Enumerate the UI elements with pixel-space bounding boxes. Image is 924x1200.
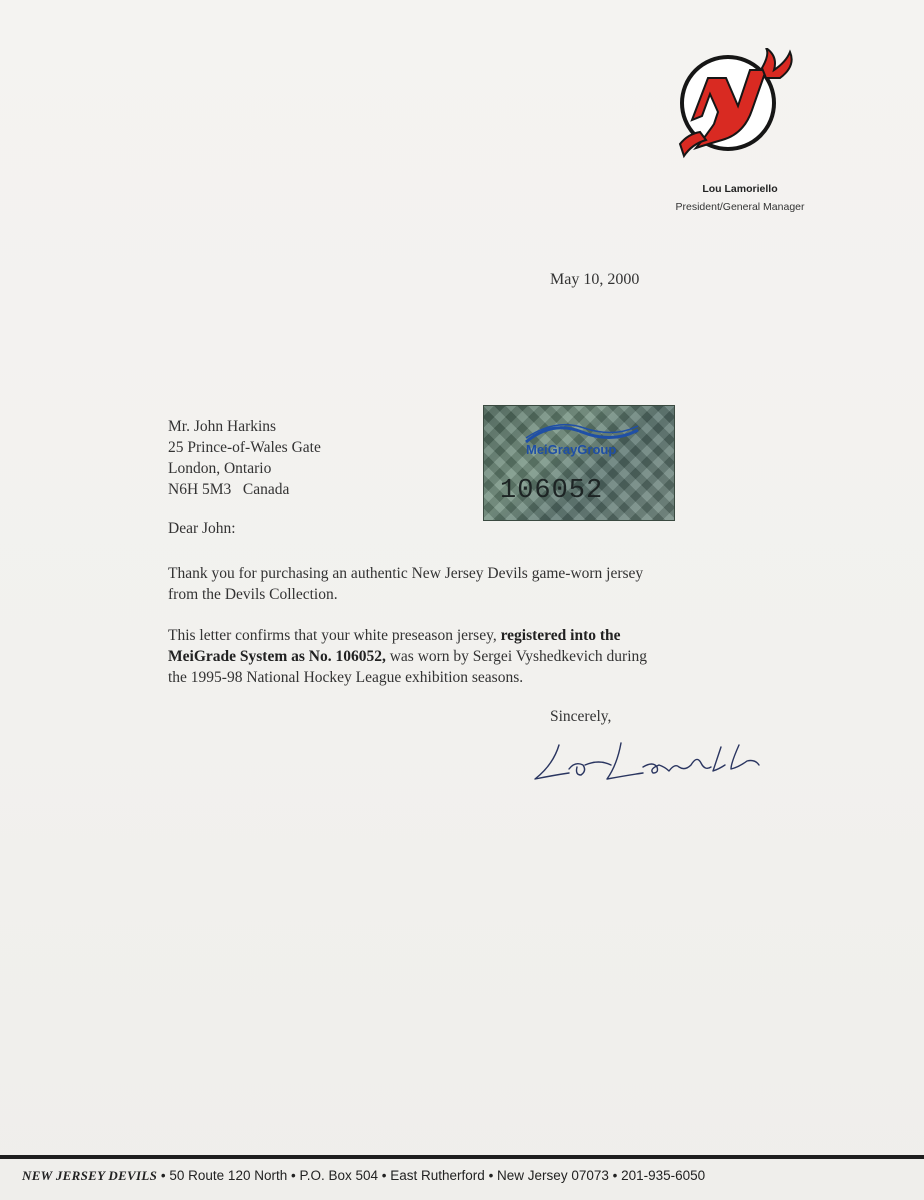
footer-address: 50 Route 120 North [169, 1168, 288, 1183]
footer-state: New Jersey 07073 [497, 1168, 609, 1183]
hologram-number: 106052 [500, 476, 604, 506]
letterhead-footer [22, 1168, 912, 1184]
new-jersey-devils-logo [670, 48, 804, 166]
salutation: Dear John: [168, 520, 236, 537]
recipient-address [168, 416, 321, 500]
para2-text: This letter confirms that your white preseason jersey, [168, 627, 501, 644]
para2-bold-text: registered into the [500, 627, 621, 644]
hologram-brand: MeiGrayGroup [526, 442, 617, 457]
footer-phone: 201-935-6050 [621, 1168, 706, 1183]
footer-separator: • [157, 1168, 170, 1183]
para1-line: Thank you for purchasing an authentic New Jersey Devils game-worn jersey [168, 565, 644, 582]
para1-line: from the Devils Collection. [168, 586, 338, 603]
para2-text: was worn by Sergei Vyshedkevich during [385, 648, 648, 665]
handwritten-signature [525, 735, 785, 795]
footer-separator: • [378, 1168, 391, 1183]
body-paragraph-1 [168, 563, 643, 605]
footer-po-box: P.O. Box 504 [299, 1168, 379, 1183]
footer-separator: • [608, 1168, 622, 1183]
para2-bold-text: MeiGrade System as No. 106052, [168, 648, 386, 665]
recipient-line: 25 Prince-of-Wales Gate [168, 439, 321, 456]
sender-title: President/General Manager [675, 201, 805, 213]
footer-separator: • [287, 1168, 300, 1183]
footer-rule [0, 1155, 924, 1159]
footer-separator: • [484, 1168, 498, 1183]
recipient-line: Mr. John Harkins [168, 418, 277, 435]
closing: Sincerely, [550, 708, 612, 725]
recipient-line: N6H 5M3 Canada [168, 481, 290, 498]
footer-brand: NEW JERSEY DEVILS [22, 1168, 158, 1183]
para2-text: the 1995-98 National Hockey League exhibition seasons. [168, 669, 524, 686]
footer-city: East Rutherford [390, 1168, 485, 1183]
recipient-line: London, Ontario [168, 460, 272, 477]
authentication-hologram [483, 405, 675, 521]
letter-date: May 10, 2000 [550, 271, 640, 288]
sender-name: Lou Lamoriello [702, 183, 778, 195]
body-paragraph-2 [168, 625, 647, 688]
